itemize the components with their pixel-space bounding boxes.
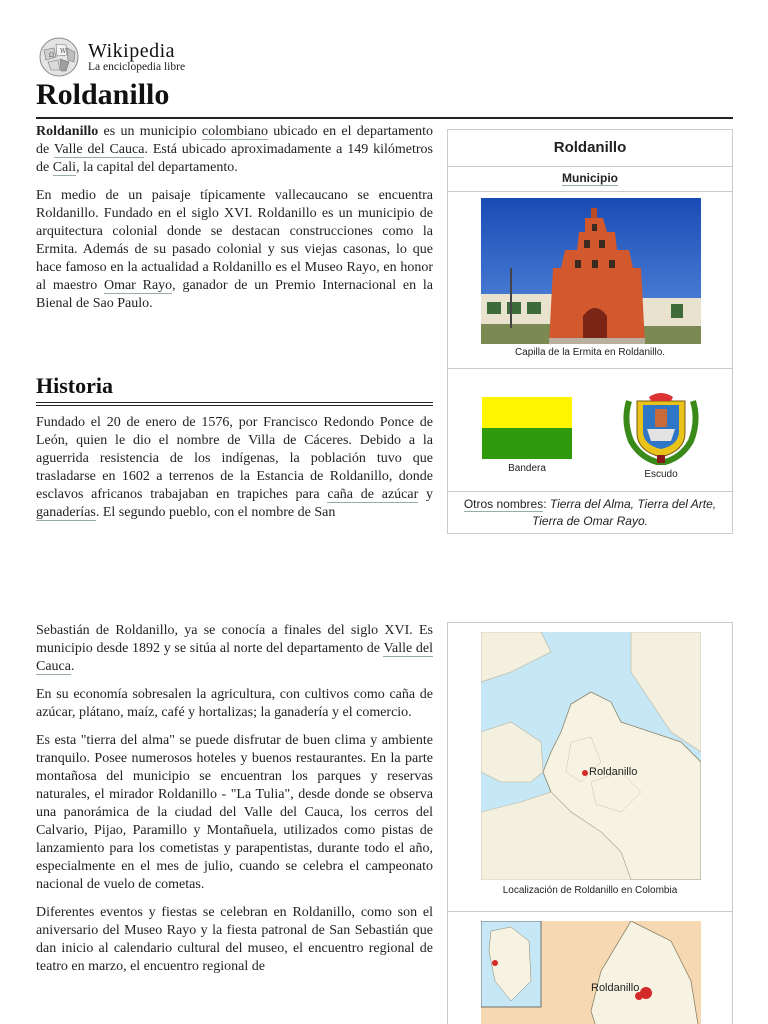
link-cana-de-azucar[interactable]: caña de azúcar (327, 487, 419, 502)
map-marker-label: Roldanillo (589, 766, 638, 778)
para2-text: , ganador de un Premio Internacional en la Bienal de Sao Paulo. (36, 278, 433, 311)
second-paragraph (36, 187, 433, 313)
map-valle-cell (448, 912, 732, 1024)
wikipedia-globe-icon[interactable] (36, 36, 82, 78)
other-names-label[interactable]: Otros nombres (463, 497, 544, 511)
page2-text: Sebastián de Roldanillo, ya se conocía a finales del siglo XVI. Es municipio desde 1892 y se sitúa al norte del departamento de (36, 623, 433, 656)
site-name[interactable]: Wikipedia (88, 40, 175, 62)
page2-paragraph-3: Es esta "tierra del alma" se puede disfrutar de buen clima y ambiente tranquilo. Posee numerosos hoteles y buenos restaurantes. En la parte montañosa del municipio se encuentran los parques y reservas naturales, el mirador Roldanillo - "La Tulia", desde donde se observa una panorámica de la ciudad del Valle del Cauca, los cerros del Calvario, Pijao, Paramillo y Montañuela, utilizados como pistas de lanzamiento para los cometistas y parapentistas, durante todo el año, especialmente en el mes de julio, cuando se celebra el campeonato nacional de vuelo de cometas. (36, 733, 433, 892)
para2-text: En medio de un paisaje típicamente vallecaucano se encuentra Roldanillo. Fundado en el siglo XVI. Roldanillo es un municipio de arquitectura colonial donde se destacan construcciones como la Ermita. Además de su pasado colonial y sus viejas casonas, lo que hace famoso en la actualidad a Roldanillo es el Museo Rayo, en honor al maestro (36, 188, 433, 293)
page2-text: . (70, 659, 75, 674)
link-valle-del-cauca[interactable]: Valle del Cauca (53, 142, 145, 157)
title-divider (36, 117, 733, 119)
section-heading-historia: Historia (36, 373, 113, 398)
page-title: Roldanillo (36, 78, 170, 111)
infobox (447, 129, 733, 534)
link-colombiano[interactable]: colombiano (201, 124, 268, 139)
other-names-value: Tierra del Alma, Tierra del Arte, Tierra de Omar Rayo. (532, 497, 717, 528)
intro-paragraph (36, 123, 433, 177)
link-valle-del-cauca-2[interactable]: Valle del Cauca (36, 641, 433, 674)
infobox-type (448, 167, 732, 192)
infobox-maps (447, 622, 733, 1024)
svg-text:W: W (60, 48, 67, 55)
intro-text: , la capital del departamento. (76, 160, 238, 175)
site-tagline: La enciclopedia libre (88, 61, 186, 73)
map2-marker-label: Roldanillo (591, 982, 640, 994)
article-body-bottom (36, 622, 433, 986)
flag-label: Bandera (508, 463, 546, 474)
valle-del-cauca-map[interactable] (481, 921, 701, 1024)
link-cali[interactable]: Cali (52, 160, 77, 175)
intro-text: . Está ubicado aproximadamente a 149 kilómetros de (36, 142, 434, 175)
infobox-photo-cell (448, 192, 732, 369)
historia-text: y (418, 487, 433, 502)
svg-text:Ω: Ω (49, 52, 54, 59)
shield-image[interactable] (621, 391, 701, 465)
infobox-other-names: Otros nombres: Tierra del Alma, Tierra del Arte, Tierra de Omar Rayo. (463, 497, 717, 528)
flag-image[interactable] (482, 397, 572, 459)
historia-text: . El segundo pueblo, con el nombre de San (95, 505, 336, 520)
intro-text: es un municipio (98, 124, 202, 139)
historia-body (36, 414, 433, 532)
infobox-title: Roldanillo (448, 130, 732, 167)
article-body-top (36, 123, 433, 323)
infobox-symbols-cell (448, 369, 732, 492)
colombia-location-map[interactable] (481, 632, 701, 880)
link-omar-rayo[interactable]: Omar Rayo (103, 278, 173, 293)
intro-bold-term: Roldanillo (36, 124, 99, 139)
ermita-church-photo[interactable] (481, 198, 701, 344)
section-divider (36, 405, 433, 406)
page2-paragraph-2: En su economía sobresalen la agricultura, con cultivos como caña de azúcar, plátano, maíz, café y hortalizas; la ganadería y el comercio. (36, 687, 433, 720)
historia-paragraph (36, 414, 433, 522)
photo-caption: Capilla de la Ermita en Roldanillo. (514, 347, 666, 358)
page2-paragraph-1 (36, 622, 433, 676)
shield-label: Escudo (644, 469, 678, 480)
map-caption: Localización de Roldanillo en Colombia (502, 885, 678, 896)
section-divider (36, 402, 433, 403)
link-municipio[interactable]: Municipio (562, 171, 618, 185)
page2-paragraph-4: Diferentes eventos y fiestas se celebran en Roldanillo, como son el aniversario del Museo Rayo y la fiesta patronal de San Sebastián que dan inicio al calendario cultural del museo, el encuentro regional de teatro en marzo, el encuentro regional de (36, 905, 433, 974)
historia-text: Fundado el 20 de enero de 1576, por Francisco Redondo Ponce de León, quien le dio el nombre de Villa de Cáceres. Debido a la aguerrida resistencia de los indígenas, la población tuvo que trasladarse en 1602 a terrenos de la Estancia de Roldanillo, donde esclavos africanos trabajaban en trapiches para (36, 415, 433, 502)
map-colombia-cell (448, 623, 732, 912)
intro-text: ubicado en el departamento de (36, 124, 433, 157)
link-ganaderias[interactable]: ganaderías (36, 505, 96, 520)
